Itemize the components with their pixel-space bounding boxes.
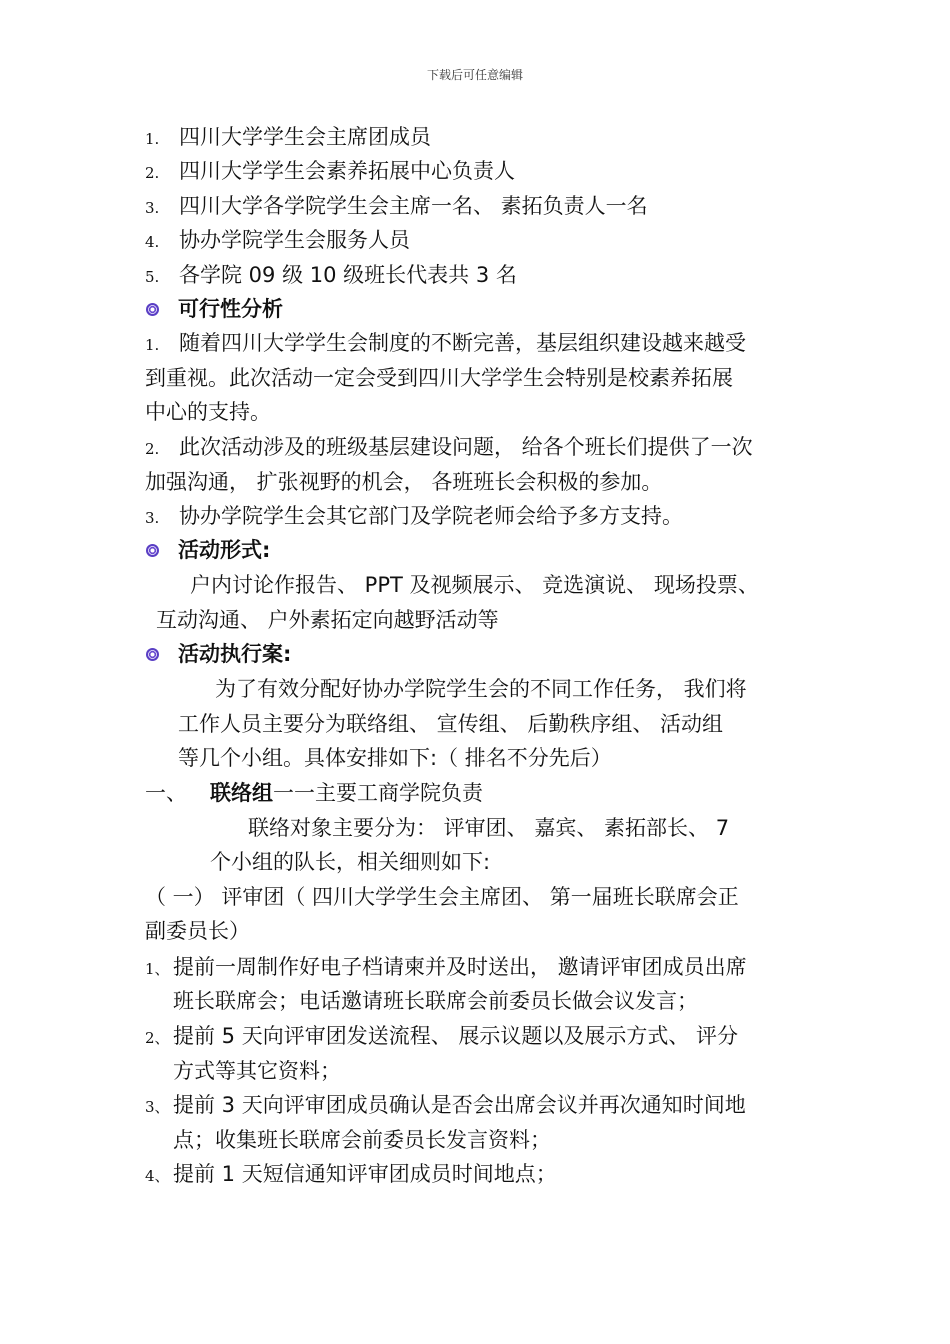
paragraph-line: 为了有效分配好协办学院学生会的不同工作任务， 我们将 — [215, 677, 747, 701]
list-item: 2. 四川大学学生会素养拓展中心负责人 — [145, 159, 515, 183]
paragraph-line: 等几个小组。具体安排如下:（ 排名不分先后） — [178, 746, 612, 770]
section-heading: 活动形式: — [178, 538, 271, 562]
list-item: 4. 协办学院学生会服务人员 — [145, 228, 410, 252]
paragraph-line: 互动沟通、 户外素拓定向越野活动等 — [156, 608, 499, 632]
paragraph-line: 1. 随着四川大学学生会制度的不断完善，基层组织建设越来越受 — [145, 331, 746, 355]
list-item: 4、 提前 1 天短信通知评审团成员时间地点； — [145, 1162, 557, 1186]
list-item-line: 点；收集班长联席会前委员长发言资料； — [173, 1128, 551, 1152]
paragraph-line: 户内讨论作报告、 PPT 及视频展示、 竞选演说、 现场投票、 — [190, 573, 759, 597]
subsection-heading: （ 一） 评审团（ 四川大学学生会主席团、 第一届班长联席会正 — [145, 885, 739, 909]
list-item: 2、 提前 5 天向评审团发送流程、 展示议题以及展示方式、 评分 — [145, 1024, 739, 1048]
list-item: 5. 各学院 09 级 10 级班长代表共 3 名 — [145, 263, 517, 287]
list-item-line: 方式等其它资料； — [173, 1059, 341, 1083]
list-item-line: 班长联席会；电话邀请班长联席会前委员长做会议发言； — [173, 989, 698, 1013]
paragraph-line: 到重视。此次活动一定会受到四川大学学生会特别是校素养拓展 — [145, 366, 733, 390]
paragraph-line: 联络对象主要分为： 评审团、 嘉宾、 素拓部长、 7 — [248, 816, 730, 840]
list-item: 1. 四川大学学生会主席团成员 — [145, 125, 431, 149]
paragraph-line: 加强沟通， 扩张视野的机会， 各班班长会积极的参加。 — [145, 470, 663, 494]
section-heading: 可行性分析 — [178, 297, 283, 321]
paragraph-line: 中心的支持。 — [145, 400, 271, 424]
paragraph-line: 个小组的队长，相关细则如下: — [210, 850, 491, 874]
section-heading: 活动执行案: — [178, 642, 292, 666]
subsection-heading: 副委员长） — [145, 919, 250, 943]
paragraph-line: 2. 此次活动涉及的班级基层建设问题， 给各个班长们提供了一次 — [145, 435, 753, 459]
paragraph-line: 工作人员主要分为联络组、 宣传组、 后勤秩序组、 活动组 — [178, 712, 724, 736]
list-item: 3、 提前 3 天向评审团成员确认是否会出席会议并再次通知时间地 — [145, 1093, 746, 1117]
page-header: 下载后可任意编辑 — [426, 68, 523, 82]
section-number: 一、 — [145, 781, 187, 805]
spiral-bullet-icon — [146, 648, 159, 661]
list-item: 3. 四川大学各学院学生会主席一名、 素拓负责人一名 — [145, 194, 648, 218]
spiral-bullet-icon — [146, 303, 159, 316]
spiral-bullet-icon — [146, 544, 159, 557]
section-title: 联络组一一主要工商学院负责 — [210, 781, 483, 805]
list-item: 1、 提前一周制作好电子档请柬并及时送出， 邀请评审团成员出席 — [145, 955, 747, 979]
paragraph-line: 3. 协办学院学生会其它部门及学院老师会给予多方支持。 — [145, 504, 683, 528]
